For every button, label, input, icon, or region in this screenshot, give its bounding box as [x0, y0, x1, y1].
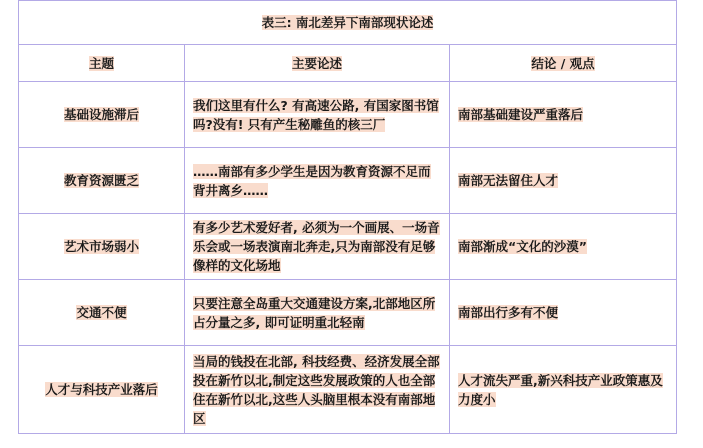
row-conclusion: 南部无法留住人才: [458, 173, 559, 188]
table-row: [19, 82, 677, 148]
argument-cell: [185, 214, 450, 280]
header-topic: 主题: [88, 55, 114, 71]
table-caption-cell: [19, 1, 677, 45]
row-topic: 艺术市场弱小: [63, 239, 139, 254]
header-conclusion: 结论 / 观点: [531, 55, 595, 71]
row-topic: 交通不便: [76, 305, 127, 320]
argument-cell: [185, 82, 450, 148]
table-row: [19, 346, 677, 434]
header-topic-cell: [19, 45, 185, 82]
row-argument: 只要注意全岛重大交通建设方案,北部地区所占分量之多, 即可证明重北轻南: [193, 295, 436, 330]
row-conclusion: 南部渐成“文化的沙漠”: [458, 239, 587, 254]
row-argument: ……南部有多少学生是因为教育资源不足而背井离乡……: [193, 163, 431, 198]
table-caption-row: [19, 1, 677, 45]
argument-cell: [185, 346, 450, 434]
header-argument-cell: [185, 45, 450, 82]
topic-cell: [19, 82, 185, 148]
conclusion-cell: [450, 82, 677, 148]
topic-cell: [19, 346, 185, 434]
conclusion-cell: [450, 280, 677, 346]
row-conclusion: 人才流失严重,新兴科技产业政策惠及力度小: [458, 372, 663, 407]
row-argument: 当局的钱投在北部, 科技经费、经济发展全部投在新竹以北,制定这些发展政策的人也全部住在新竹以北,这些人头脑里根本没有南部地区: [193, 353, 440, 426]
table-row: [19, 214, 677, 280]
topic-cell: [19, 280, 185, 346]
topic-cell: [19, 148, 185, 214]
argument-cell: [185, 148, 450, 214]
comparison-table: [18, 0, 677, 434]
row-conclusion: 南部基础建设严重落后: [458, 107, 584, 122]
conclusion-cell: [450, 214, 677, 280]
row-topic: 基础设施滞后: [63, 107, 139, 122]
header-argument: 主要论述: [291, 55, 342, 71]
table-caption: 表三: 南北差异下南部现状论述: [261, 15, 434, 30]
row-topic: 人才与科技产业落后: [45, 382, 158, 397]
conclusion-cell: [450, 346, 677, 434]
argument-cell: [185, 280, 450, 346]
row-argument: 我们这里有什么? 有高速公路, 有国家图书馆吗?没有! 只有产生秘雕鱼的核三厂: [193, 97, 439, 132]
topic-cell: [19, 214, 185, 280]
table-row: [19, 280, 677, 346]
header-conclusion-cell: [450, 45, 677, 82]
row-argument: 有多少艺术爱好者, 必须为一个画展、一场音乐会或一场表演南北奔走,只为南部没有足够像样的文化场地: [193, 220, 440, 273]
row-topic: 教育资源匮乏: [63, 173, 139, 188]
table-header-row: [19, 45, 677, 82]
conclusion-cell: [450, 148, 677, 214]
row-conclusion: 南部出行多有不便: [458, 305, 559, 320]
table-row: [19, 148, 677, 214]
